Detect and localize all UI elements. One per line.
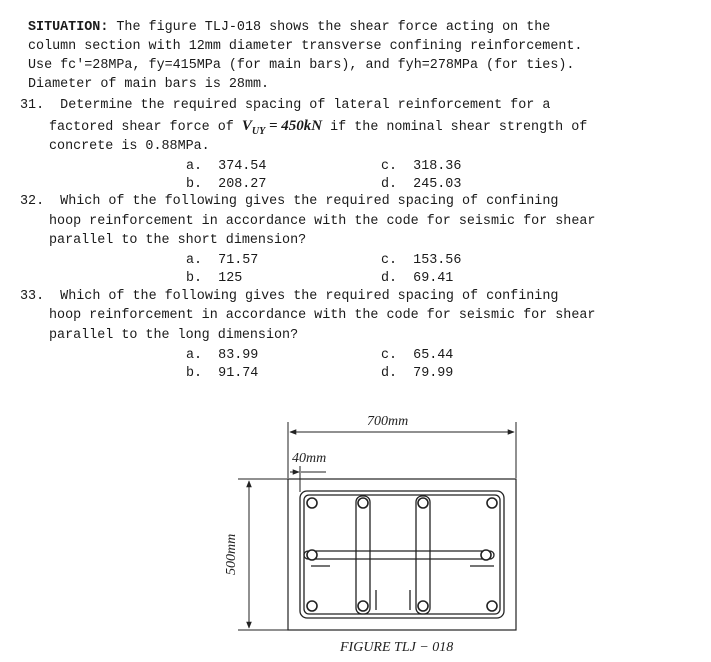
main-bars <box>307 498 497 611</box>
q31-line-3: concrete is 0.88MPa. <box>49 139 210 154</box>
height-label: 500mm <box>224 533 239 575</box>
q33-choice-a[interactable]: a. 83.99 <box>186 348 259 363</box>
q33-choice-b[interactable]: b. 91.74 <box>186 366 259 381</box>
q32-number: 32. <box>20 194 45 209</box>
perimeter-hoop <box>300 491 504 618</box>
q31-line-2: factored shear force of $V_{UY} = 450kN$ if the nominal shear strength of <box>49 118 588 137</box>
q32-choice-d[interactable]: d. 69.41 <box>381 271 454 286</box>
q31-choice-b[interactable]: b. 208.27 <box>186 177 267 192</box>
q32-choice-a[interactable]: a. 71.57 <box>186 253 259 268</box>
situation-line-4: Diameter of main bars is 28mm. <box>28 77 270 92</box>
q33-line-1: 33. Which of the following gives the required spacing of confining <box>20 289 559 304</box>
q33-choice-c[interactable]: c. 65.44 <box>381 348 454 363</box>
q33-number: 33. <box>20 289 45 304</box>
situation-line-3: Use fc'=28MPa, fy=415MPa (for main bars), and fyh=278MPa (for ties). <box>28 58 575 73</box>
q31-choice-c[interactable]: c. 318.36 <box>381 159 462 174</box>
situation-line-1: SITUATION: The figure TLJ-018 shows the shear force acting on the <box>28 20 551 35</box>
width-dimension <box>288 422 516 478</box>
q32-choice-b[interactable]: b. 125 <box>186 271 243 286</box>
q31-choice-d[interactable]: d. 245.03 <box>381 177 462 192</box>
q33-choice-d[interactable]: d. 79.99 <box>381 366 454 381</box>
height-dimension <box>238 479 300 630</box>
situation-line-2: column section with 12mm diameter transverse confining reinforcement. <box>28 39 583 54</box>
q31-line-1: 31. Determine the required spacing of lateral reinforcement for a <box>20 98 551 113</box>
figure-caption: FIGURE TLJ − 018 <box>340 640 454 655</box>
cover-label: 40mm <box>292 451 327 466</box>
q32-choice-c[interactable]: c. 153.56 <box>381 253 462 268</box>
situation-label: SITUATION: <box>28 20 109 35</box>
q33-line-3: parallel to the long dimension? <box>49 328 299 343</box>
q31-choice-a[interactable]: a. 374.54 <box>186 159 267 174</box>
q32-line-2: hoop reinforcement in accordance with the code for seismic for shear <box>49 214 596 229</box>
width-label: 700mm <box>367 414 409 429</box>
q31-formula: $V_{UY} = 450kN$ <box>241 118 323 137</box>
vertical-cross-tie-right <box>410 496 430 614</box>
vertical-cross-tie-left <box>356 496 376 614</box>
q31-number: 31. <box>20 98 45 113</box>
q33-line-2: hoop reinforcement in accordance with the code for seismic for shear <box>49 308 596 323</box>
horizontal-cross-tie <box>304 551 494 566</box>
q32-line-3: parallel to the short dimension? <box>49 233 307 248</box>
q32-line-1: 32. Which of the following gives the required spacing of confining <box>20 194 559 209</box>
